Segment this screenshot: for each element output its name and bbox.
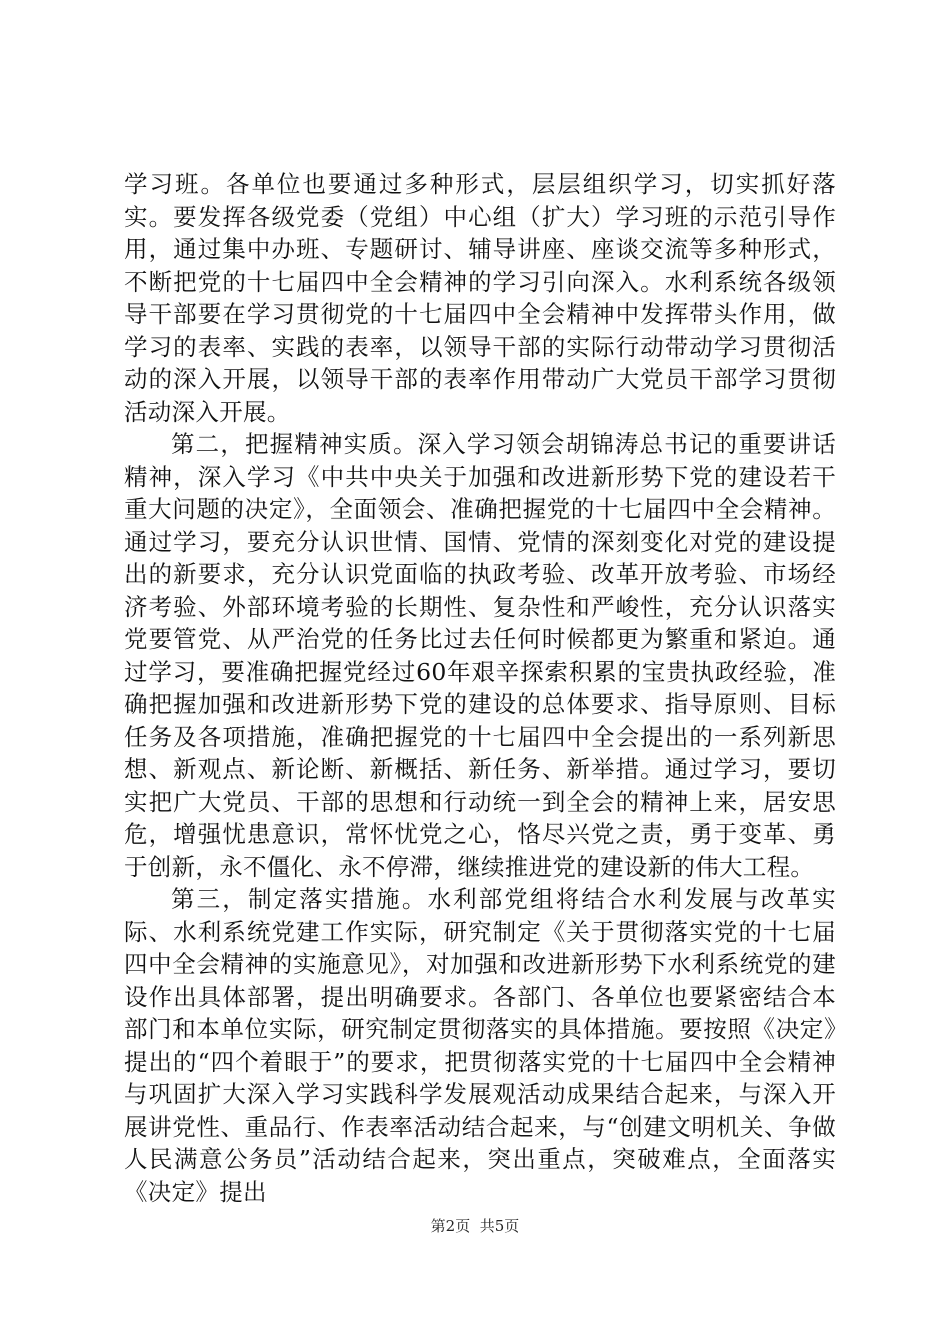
paragraph-2: 第二，把握精神实质。深入学习领会胡锦涛总书记的重要讲话精神，深入学习《中共中央关于加强和改进新形势下党的建设若干重大问题的决定》，全面领会、准确把握党的十七届四中全会精神。通过学习，要充分认识世情、国情、党情的深刻变化对党的建设提出的新要求，充分认识党面临的执政考验、改革开放考验、市场经济考验、外部环境考验的长期性、复杂性和严峻性，充分认识落实党要管党、从严治党的任务比过去任何时候都更为繁重和紧迫。通过学习，要准确把握党经过60年艰辛探索积累的宝贵执政经验，准确把握加强和改进新形势下党的建设的总体要求、指导原则、目标任务及各项措施，准确把握党的十七届四中全会提出的一系列新思想、新观点、新论断、新概括、新任务、新举措。通过学习，要切实把广大党员、干部的思想和行动统一到全会的精神上来，居安思危，增强忧患意识，常怀忧党之心，恪尽兴党之责，勇于变革、勇于创新，永不僵化、永不停滞，继续推进党的建设新的伟大工程。 <box>124 430 836 881</box>
paragraph-1: 学习班。各单位也要通过多种形式，层层组织学习，切实抓好落实。要发挥各级党委（党组）中心组（扩大）学习班的示范引导作用，通过集中办班、专题研讨、辅导讲座、座谈交流等多种形式，不断把党的十七届四中全会精神的学习引向深入。水利系统各级领导干部要在学习贯彻党的十七届四中全会精神中发挥带头作用，做学习的表率、实践的表率，以领导干部的实际行动带动学习贯彻活动的深入开展，以领导干部的表率作用带动广大党员干部学习贯彻活动深入开展。 <box>124 170 836 426</box>
page-number: 第2页 <box>430 1217 471 1235</box>
document-body <box>124 168 836 1208</box>
page-footer <box>0 1216 950 1236</box>
paragraph-3: 第三，制定落实措施。水利部党组将结合水利发展与改革实际、水利系统党建工作实际，研究制定《关于贯彻落实党的十七届四中全会精神的实施意见》，对加强和改进新形势下水利系统党的建设作出具体部署，提出明确要求。各部门、各单位也要紧密结合本部门和本单位实际，研究制定贯彻落实的具体措施。要按照《决定》提出的“四个着眼于”的要求，把贯彻落实党的十七届四中全会精神与巩固扩大深入学习实践科学发展观活动成果结合起来，与深入开展讲党性、重品行、作表率活动结合起来，与“创建文明机关、争做人民满意公务员”活动结合起来，突出重点，突破难点，全面落实《决定》提出 <box>124 885 836 1206</box>
page-total: 共5页 <box>479 1217 520 1235</box>
